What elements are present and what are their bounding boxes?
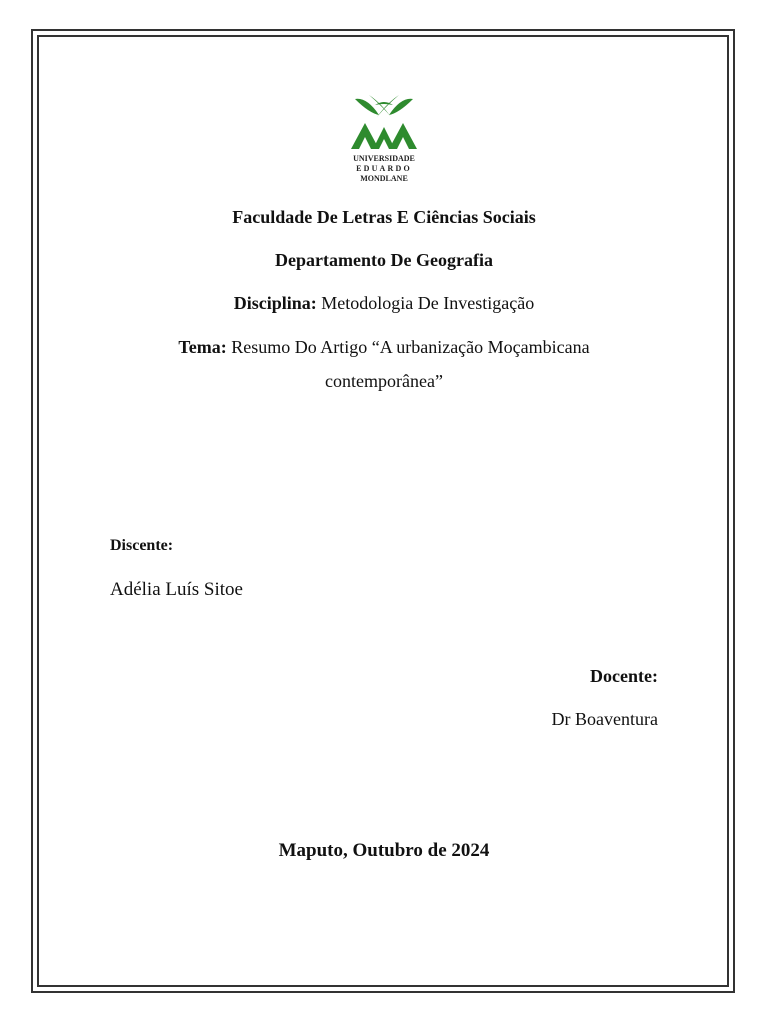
teacher-name: Dr Boaventura	[551, 709, 658, 729]
logo-text-line2: EDUARDO	[356, 164, 412, 173]
university-emblem-icon	[345, 93, 423, 153]
tema-line	[0, 336, 768, 358]
student-label: Discente:	[110, 537, 174, 554]
teacher-label: Docente:	[590, 666, 658, 686]
discipline-line	[0, 292, 768, 314]
department-title: Departamento De Geografia	[275, 250, 493, 270]
logo-text-line3: MONDLANE	[360, 174, 408, 183]
logo-text-line1: UNIVERSIDADE	[353, 154, 415, 163]
discipline-value: Metodologia De Investigação	[316, 293, 535, 313]
discipline-label: Disciplina:	[233, 293, 317, 313]
student-name: Adélia Luís Sitoe	[110, 579, 243, 600]
tema-value-line2: contemporânea”	[325, 371, 443, 391]
tema-value-line1: Resumo Do Artigo “A urbanização Moçambicana	[226, 337, 590, 357]
university-logo	[345, 93, 423, 185]
place-date: Maputo, Outubro de 2024	[278, 840, 490, 861]
tema-label: Tema:	[178, 337, 227, 357]
faculty-title: Faculdade De Letras E Ciências Sociais	[232, 207, 536, 227]
